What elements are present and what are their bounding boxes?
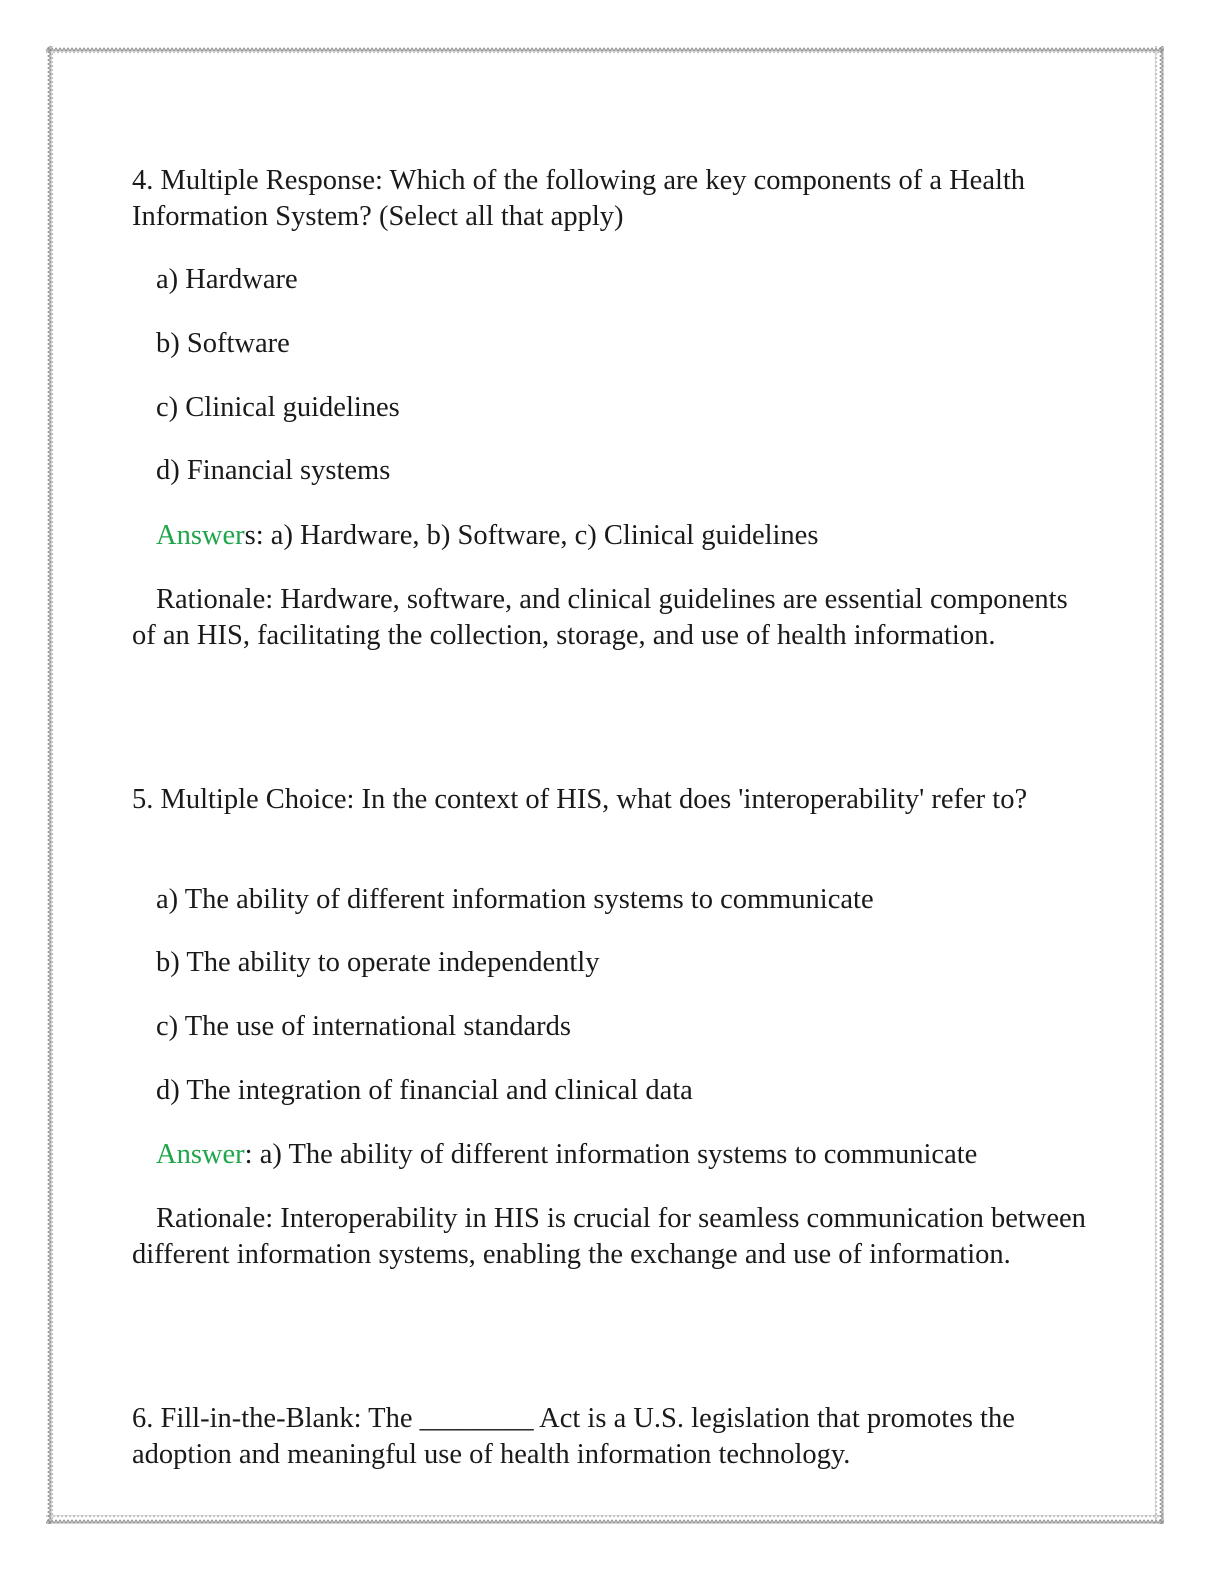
rationale-first-line: Rationale: Interoperability in HIS is crucial for seamless communication xyxy=(156,1203,984,1234)
rationale-rest: between different information systems, enabling the exchange and use of information. xyxy=(132,1203,1086,1270)
question-4-option-d: d) Financial systems xyxy=(156,455,391,486)
question-5-rationale xyxy=(132,1201,1092,1273)
question-4-option-c: c) Clinical guidelines xyxy=(156,392,400,423)
question-4-option-a: a) Hardware xyxy=(156,264,298,295)
answer-label: Answer xyxy=(156,520,245,551)
question-5-prompt: 5. Multiple Choice: In the context of HIS, what does 'interoperability' refer to? xyxy=(132,784,1028,815)
rationale-rest: components of an HIS, facilitating the collection, storage, and use of health information. xyxy=(132,584,1068,651)
question-4-prompt: 4. Multiple Response: Which of the following are key components of a Health Information System? (Select all that apply) xyxy=(132,165,1026,232)
question-5-option-c: c) The use of international standards xyxy=(156,1011,571,1042)
question-4-option-b: b) Software xyxy=(156,328,290,359)
answer-label-suffix: s xyxy=(244,520,256,551)
rationale-first-line: Rationale: Hardware, software, and clinical guidelines are essential xyxy=(156,584,923,615)
answer-label: Answer xyxy=(156,1139,245,1170)
question-5-option-a: a) The ability of different information systems to communicate xyxy=(156,884,874,915)
question-4-rationale xyxy=(132,582,1092,654)
question-5-option-d: d) The integration of financial and clinical data xyxy=(156,1075,693,1106)
answer-text: : a) The ability of different information systems to communicate xyxy=(244,1139,978,1170)
question-5-answer xyxy=(132,1137,1092,1173)
answer-text: : a) Hardware, b) Software, c) Clinical guidelines xyxy=(255,520,819,551)
question-6-prompt: 6. Fill-in-the-Blank: The ________ Act is a U.S. legislation that promotes the adoption and meaningful use of health information technology. xyxy=(132,1403,1015,1470)
question-4-answer xyxy=(132,518,1092,554)
question-5-option-b: b) The ability to operate independently xyxy=(156,947,600,978)
